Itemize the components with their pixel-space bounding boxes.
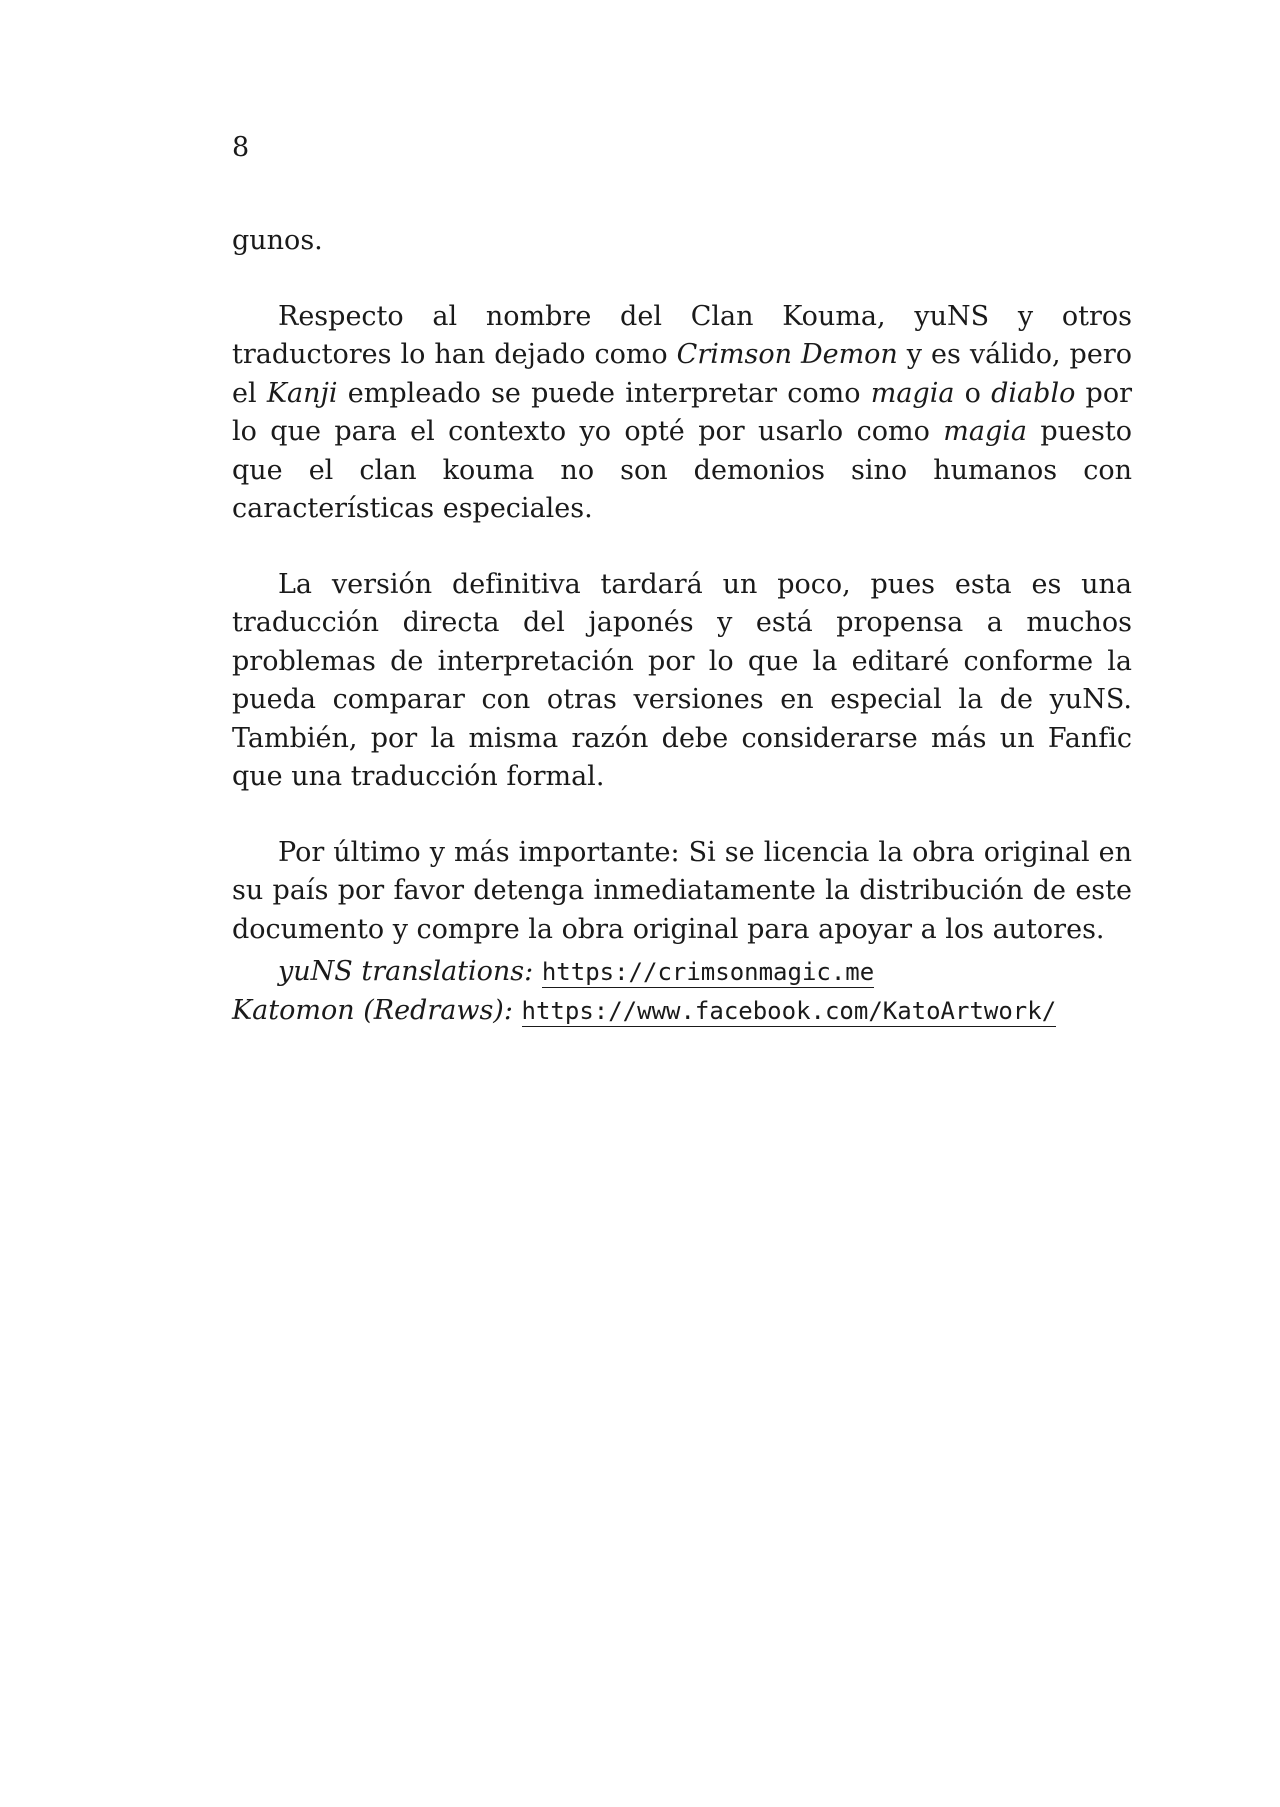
text-run: y es válido, pero el xyxy=(232,339,1132,409)
credits-links xyxy=(232,953,1132,1030)
paragraph-continuation: gunos. xyxy=(232,225,323,256)
url-link[interactable]: https://crimsonmagic.me xyxy=(541,958,875,986)
page-number: 8 xyxy=(232,132,250,163)
text-run: Respecto al nombre del Clan Kouma, yuNS y otros traductores lo han dejado como xyxy=(232,300,1132,370)
emphasis-magia-2: magia xyxy=(943,416,1027,447)
text-run: o xyxy=(954,377,992,409)
paragraph-licencia: Por último y más importante: Si se licencia la obra original en su país por favor detenga inmediatamente la distribución de este documento y compre la obra original para apoyar a los autores. xyxy=(232,836,1132,945)
emphasis-magia: magia xyxy=(870,377,955,409)
paragraph-clan-kouma xyxy=(232,298,1132,529)
emphasis-crimson-demon: Crimson Demon xyxy=(676,339,898,370)
credit-label: Katomon (Redraws): xyxy=(232,994,513,1026)
text-run: empleado se puede interpretar como xyxy=(337,377,871,409)
text-run: por lo que para el contexto yo opté por usarlo como xyxy=(232,377,1133,447)
text-run: puesto que el clan kouma no son demonios sino humanos con características especiales. xyxy=(232,416,1132,524)
credit-label: yuNS translations: xyxy=(278,956,534,987)
body-text xyxy=(232,222,1132,949)
emphasis-diablo: diablo xyxy=(991,377,1076,409)
credit-line-katomon xyxy=(232,992,1132,1031)
credit-line-yuns xyxy=(232,953,1132,992)
emphasis-kanji: Kanji xyxy=(266,377,338,409)
paragraph-version-definitiva: La versión definitiva tardará un poco, pues esta es una traducción directa del japonés y está propensa a muchos problemas de interpretación por lo que la editaré conforme la pueda comparar con otras versiones en especial la de yuNS. También, por la misma razón debe considerarse más un Fanfic que una traducción formal. xyxy=(232,568,1132,792)
url-link[interactable]: https://www.facebook.com/KatoArtwork/ xyxy=(521,996,1057,1025)
